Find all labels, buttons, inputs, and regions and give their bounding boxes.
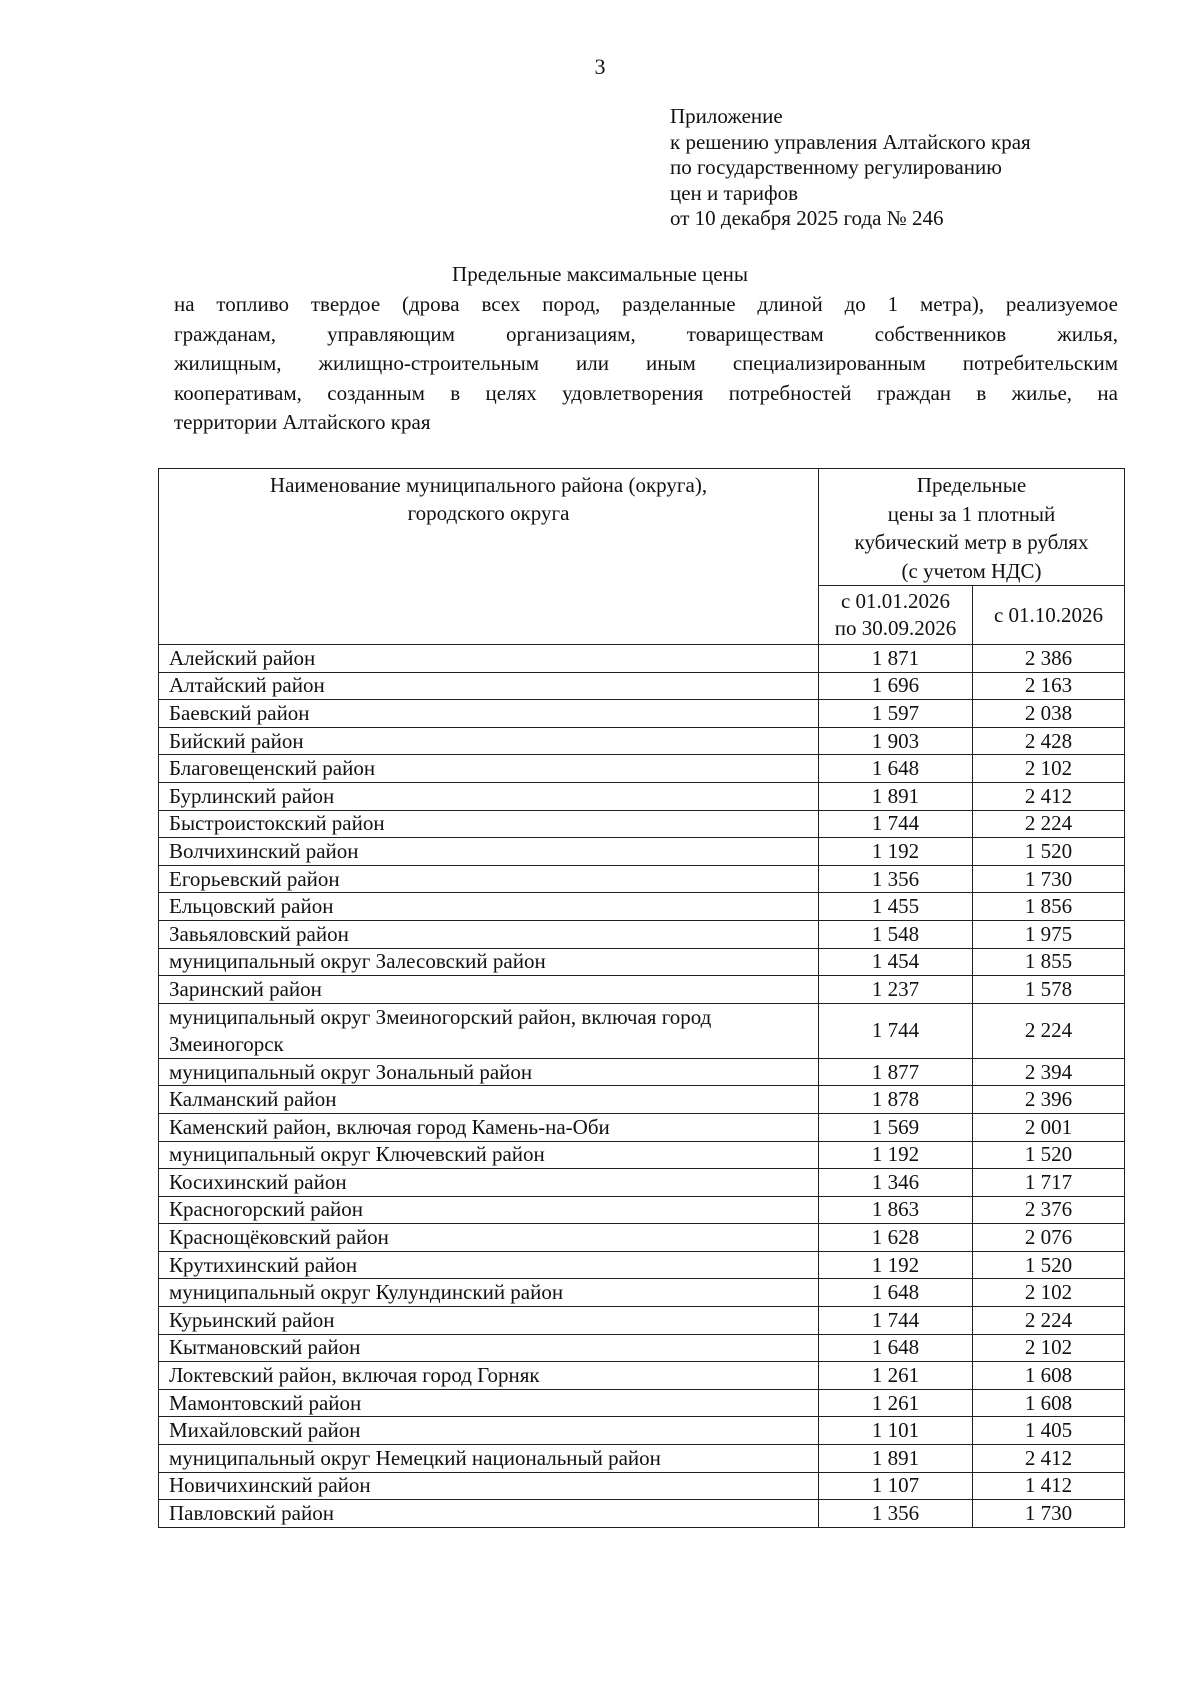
municipality-name-cell: Калманский район (159, 1086, 819, 1114)
header-price (819, 469, 1125, 586)
header-municipality (159, 469, 819, 645)
header-price-line: кубический метр в рублях (854, 530, 1089, 554)
price-period-1-cell: 1 261 (819, 1362, 973, 1390)
table-row (159, 755, 1125, 783)
table-row (159, 1472, 1125, 1500)
price-period-1-cell: 1 548 (819, 920, 973, 948)
price-period-1-cell: 1 891 (819, 1445, 973, 1473)
municipality-name-cell: Волчихинский район (159, 838, 819, 866)
price-period-2-cell: 2 224 (973, 1003, 1125, 1058)
municipality-name-cell: Новичихинский район (159, 1472, 819, 1500)
header-period-1-line: по 30.09.2026 (834, 616, 957, 640)
table-row (159, 645, 1125, 673)
price-period-1-cell: 1 346 (819, 1169, 973, 1197)
price-period-1-cell: 1 356 (819, 1500, 973, 1528)
appendix-block (670, 104, 1031, 232)
price-period-2-cell: 2 428 (973, 727, 1125, 755)
price-period-1-cell: 1 192 (819, 838, 973, 866)
price-period-2-cell: 2 376 (973, 1196, 1125, 1224)
price-period-2-cell: 2 386 (973, 645, 1125, 673)
price-period-2-cell: 1 578 (973, 976, 1125, 1004)
table-row (159, 1196, 1125, 1224)
price-period-1-cell: 1 648 (819, 1334, 973, 1362)
municipality-name-cell: Завьяловский район (159, 920, 819, 948)
municipality-name-cell: Алейский район (159, 645, 819, 673)
municipality-name-cell: Павловский район (159, 1500, 819, 1528)
price-period-2-cell: 2 076 (973, 1224, 1125, 1252)
price-period-2-cell: 1 520 (973, 838, 1125, 866)
description-line: кооперативам, созданным в целях удовлетворения потребностей граждан в жилье, на (174, 380, 1118, 405)
table-row (159, 1086, 1125, 1114)
municipality-name-cell: Ельцовский район (159, 893, 819, 921)
table-row (159, 948, 1125, 976)
municipality-name-cell: Каменский район, включая город Камень-на-Оби (159, 1113, 819, 1141)
header-price-line: цены за 1 плотный (887, 501, 1056, 526)
price-period-1-cell: 1 628 (819, 1224, 973, 1252)
header-period-1 (819, 586, 973, 645)
page-number: 3 (594, 54, 606, 79)
price-period-1-cell: 1 356 (819, 865, 973, 893)
municipality-name-cell: муниципальный округ Зональный район (159, 1058, 819, 1086)
municipality-name-cell: Косихинский район (159, 1169, 819, 1197)
price-period-1-cell: 1 261 (819, 1389, 973, 1417)
price-period-2-cell: 1 717 (973, 1169, 1125, 1197)
price-period-2-cell: 2 396 (973, 1086, 1125, 1114)
price-period-2-cell: 2 102 (973, 755, 1125, 783)
description-line: гражданам, управляющим организациям, товариществам собственников жилья, (174, 321, 1118, 346)
table-row (159, 727, 1125, 755)
table-row (159, 672, 1125, 700)
price-period-2-cell: 1 405 (973, 1417, 1125, 1445)
price-period-1-cell: 1 877 (819, 1058, 973, 1086)
appendix-line: от 10 декабря 2025 года № 246 (670, 206, 944, 230)
table-row (159, 1058, 1125, 1086)
price-period-1-cell: 1 903 (819, 727, 973, 755)
municipality-name-cell: Красногорский район (159, 1196, 819, 1224)
price-period-1-cell: 1 569 (819, 1113, 973, 1141)
appendix-line: по государственному регулированию (670, 155, 1002, 179)
price-period-1-cell: 1 744 (819, 1003, 973, 1058)
table-row (159, 1389, 1125, 1417)
table-row (159, 1279, 1125, 1307)
table-row (159, 810, 1125, 838)
price-period-1-cell: 1 863 (819, 1196, 973, 1224)
municipality-name-cell: муниципальный округ Ключевский район (159, 1141, 819, 1169)
table-row (159, 976, 1125, 1004)
price-period-2-cell: 2 102 (973, 1279, 1125, 1307)
table-body (159, 645, 1125, 1528)
appendix-line: к решению управления Алтайского края (670, 129, 1031, 154)
header-period-1-line: с 01.01.2026 (840, 589, 951, 613)
appendix-line: цен и тарифов (670, 180, 799, 205)
municipality-name-cell: Быстроистокский район (159, 810, 819, 838)
table-row (159, 1251, 1125, 1279)
header-period-2: с 01.10.2026 (973, 586, 1125, 645)
price-period-1-cell: 1 871 (819, 645, 973, 673)
header-municipality-line: городского округа (407, 501, 570, 525)
municipality-name-cell: Заринский район (159, 976, 819, 1004)
document-description (174, 290, 1118, 438)
table-row (159, 1141, 1125, 1169)
table-row (159, 920, 1125, 948)
municipality-name-cell: муниципальный округ Немецкий национальный район (159, 1445, 819, 1473)
table-row (159, 1113, 1125, 1141)
price-period-2-cell: 1 730 (973, 1500, 1125, 1528)
price-period-1-cell: 1 744 (819, 810, 973, 838)
price-period-1-cell: 1 648 (819, 755, 973, 783)
municipality-name-cell: Егорьевский район (159, 865, 819, 893)
municipality-name-cell: Локтевский район, включая город Горняк (159, 1362, 819, 1390)
municipality-name-cell: муниципальный округ Кулундинский район (159, 1279, 819, 1307)
price-period-2-cell: 2 163 (973, 672, 1125, 700)
price-period-2-cell: 2 038 (973, 700, 1125, 728)
municipality-name-cell: Михайловский район (159, 1417, 819, 1445)
header-municipality-line: Наименование муниципального района (округа), (269, 473, 708, 497)
price-period-2-cell: 1 520 (973, 1141, 1125, 1169)
price-period-1-cell: 1 744 (819, 1307, 973, 1335)
price-period-2-cell: 1 856 (973, 893, 1125, 921)
table-row (159, 1307, 1125, 1335)
price-period-2-cell: 2 224 (973, 810, 1125, 838)
price-period-1-cell: 1 648 (819, 1279, 973, 1307)
municipality-name-cell: Мамонтовский район (159, 1389, 819, 1417)
price-period-2-cell: 1 730 (973, 865, 1125, 893)
municipality-name-cell: Алтайский район (159, 672, 819, 700)
municipality-name-cell: Кытмановский район (159, 1334, 819, 1362)
table-row (159, 700, 1125, 728)
municipality-name-cell: муниципальный округ Залесовский район (159, 948, 819, 976)
table-row (159, 782, 1125, 810)
price-period-2-cell: 1 608 (973, 1389, 1125, 1417)
document-title: Предельные максимальные цены (452, 262, 748, 286)
header-price-line: Предельные (916, 473, 1027, 497)
municipality-name-cell: Благовещенский район (159, 755, 819, 783)
price-period-1-cell: 1 891 (819, 782, 973, 810)
table-row (159, 1417, 1125, 1445)
table-row (159, 865, 1125, 893)
price-period-2-cell: 2 224 (973, 1307, 1125, 1335)
table-row (159, 893, 1125, 921)
price-period-2-cell: 2 001 (973, 1113, 1125, 1141)
price-period-1-cell: 1 107 (819, 1472, 973, 1500)
table-row (159, 838, 1125, 866)
price-period-1-cell: 1 696 (819, 672, 973, 700)
price-period-2-cell: 2 412 (973, 782, 1125, 810)
description-line: жилищным, жилищно-строительным или иным специализированным потребительским (174, 351, 1118, 376)
table-row (159, 1362, 1125, 1390)
price-table (158, 468, 1125, 1528)
price-period-2-cell: 1 975 (973, 920, 1125, 948)
price-period-1-cell: 1 878 (819, 1086, 973, 1114)
price-period-1-cell: 1 454 (819, 948, 973, 976)
municipality-name-cell: муниципальный округ Змеиногорский район, включая город Змеиногорск (159, 1003, 819, 1058)
table-row (159, 1169, 1125, 1197)
municipality-name-cell: Бийский район (159, 727, 819, 755)
table-row (159, 1445, 1125, 1473)
municipality-name-cell: Курьинский район (159, 1307, 819, 1335)
municipality-name-cell: Баевский район (159, 700, 819, 728)
price-period-2-cell: 1 608 (973, 1362, 1125, 1390)
price-period-1-cell: 1 237 (819, 976, 973, 1004)
price-period-1-cell: 1 192 (819, 1141, 973, 1169)
municipality-name-cell: Крутихинский район (159, 1251, 819, 1279)
municipality-name-cell: Бурлинский район (159, 782, 819, 810)
table-row (159, 1500, 1125, 1528)
description-line: на топливо твердое (дрова всех пород, разделанные длиной до 1 метра), реализуемое (174, 292, 1118, 316)
description-line: территории Алтайского края (174, 410, 431, 435)
price-period-1-cell: 1 455 (819, 893, 973, 921)
table-row (159, 1224, 1125, 1252)
appendix-line: Приложение (670, 104, 783, 128)
header-price-line: (с учетом НДС) (901, 558, 1042, 583)
price-period-2-cell: 1 855 (973, 948, 1125, 976)
table-row (159, 1334, 1125, 1362)
price-period-2-cell: 2 394 (973, 1058, 1125, 1086)
municipality-name-cell: Краснощёковский район (159, 1224, 819, 1252)
price-period-2-cell: 2 412 (973, 1445, 1125, 1473)
price-period-2-cell: 1 520 (973, 1251, 1125, 1279)
price-period-1-cell: 1 597 (819, 700, 973, 728)
price-period-2-cell: 2 102 (973, 1334, 1125, 1362)
price-period-1-cell: 1 192 (819, 1251, 973, 1279)
table-row (159, 1003, 1125, 1058)
price-period-2-cell: 1 412 (973, 1472, 1125, 1500)
price-period-1-cell: 1 101 (819, 1417, 973, 1445)
